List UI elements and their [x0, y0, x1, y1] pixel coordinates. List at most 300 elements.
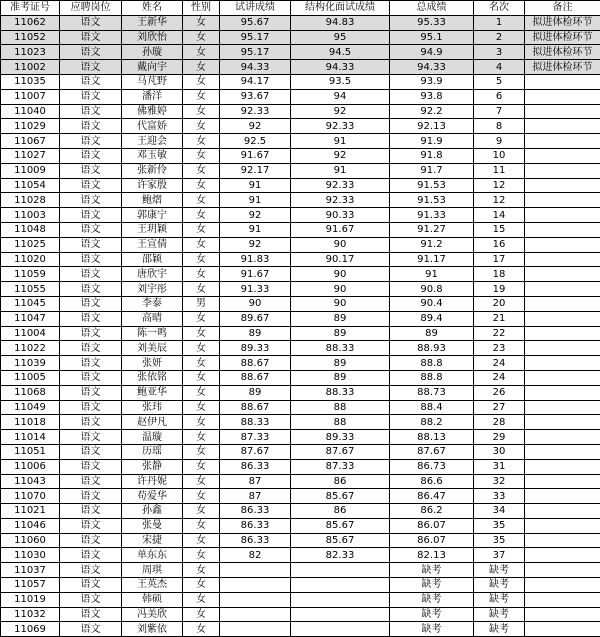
cell-rank: 28	[474, 415, 525, 430]
cell-gender: 女	[183, 489, 220, 504]
cell-remark	[525, 119, 600, 134]
cell-lecture-score	[220, 578, 291, 593]
cell-exam-id: 11004	[1, 326, 60, 341]
cell-gender: 女	[183, 104, 220, 119]
cell-remark	[525, 237, 600, 252]
cell-position: 语文	[60, 163, 122, 178]
cell-lecture-score: 86.33	[220, 518, 291, 533]
cell-interview-score: 93.5	[291, 74, 390, 89]
cell-lecture-score	[220, 563, 291, 578]
cell-remark	[525, 607, 600, 622]
cell-exam-id: 11049	[1, 400, 60, 415]
cell-rank: 7	[474, 104, 525, 119]
cell-interview-score: 88.33	[291, 341, 390, 356]
cell-total-score: 91.8	[390, 148, 474, 163]
table-row	[1, 178, 600, 193]
cell-rank: 22	[474, 326, 525, 341]
cell-position: 语文	[60, 74, 122, 89]
cell-gender: 女	[183, 119, 220, 134]
col-header-name: 姓名	[122, 1, 183, 16]
cell-name: 李泰	[122, 296, 183, 311]
cell-position: 语文	[60, 208, 122, 223]
cell-interview-score: 82.33	[291, 548, 390, 563]
cell-interview-score: 87.67	[291, 444, 390, 459]
cell-position: 语文	[60, 518, 122, 533]
cell-interview-score	[291, 607, 390, 622]
cell-total-score: 缺考	[390, 607, 474, 622]
cell-gender: 女	[183, 563, 220, 578]
cell-rank: 3	[474, 45, 525, 60]
cell-total-score: 91.33	[390, 208, 474, 223]
cell-name: 张玮	[122, 400, 183, 415]
cell-rank: 34	[474, 504, 525, 519]
cell-gender: 女	[183, 370, 220, 385]
cell-position: 语文	[60, 222, 122, 237]
cell-gender: 女	[183, 430, 220, 445]
cell-gender: 女	[183, 282, 220, 297]
table-row	[1, 548, 600, 563]
cell-gender: 女	[183, 252, 220, 267]
cell-lecture-score: 87	[220, 489, 291, 504]
col-header-rank: 名次	[474, 1, 525, 16]
cell-exam-id: 11020	[1, 252, 60, 267]
col-header-total-score: 总成绩	[390, 1, 474, 16]
cell-remark	[525, 385, 600, 400]
col-header-lecture-score: 试讲成绩	[220, 1, 291, 16]
cell-gender: 女	[183, 15, 220, 30]
cell-lecture-score: 91.83	[220, 252, 291, 267]
cell-name: 赵伊凡	[122, 415, 183, 430]
cell-rank: 14	[474, 208, 525, 223]
cell-exam-id: 11014	[1, 430, 60, 445]
cell-lecture-score: 92.33	[220, 104, 291, 119]
cell-name: 邵颖	[122, 252, 183, 267]
cell-position: 语文	[60, 326, 122, 341]
cell-name: 刘宇彤	[122, 282, 183, 297]
cell-exam-id: 11007	[1, 89, 60, 104]
table-row	[1, 15, 600, 30]
cell-total-score: 91.53	[390, 178, 474, 193]
cell-lecture-score: 89	[220, 326, 291, 341]
cell-remark	[525, 148, 600, 163]
cell-total-score: 94.33	[390, 60, 474, 75]
table-row	[1, 104, 600, 119]
cell-remark	[525, 193, 600, 208]
cell-interview-score: 91	[291, 134, 390, 149]
cell-lecture-score: 93.67	[220, 89, 291, 104]
cell-position: 语文	[60, 178, 122, 193]
cell-exam-id: 11035	[1, 74, 60, 89]
table-row	[1, 400, 600, 415]
cell-name: 宋捷	[122, 533, 183, 548]
cell-remark	[525, 356, 600, 371]
cell-interview-score: 89	[291, 326, 390, 341]
cell-gender: 女	[183, 385, 220, 400]
cell-remark	[525, 104, 600, 119]
cell-exam-id: 11028	[1, 193, 60, 208]
cell-name: 周琪	[122, 563, 183, 578]
cell-name: 王玥颖	[122, 222, 183, 237]
cell-rank: 缺考	[474, 622, 525, 637]
cell-name: 王宣倩	[122, 237, 183, 252]
cell-rank: 35	[474, 533, 525, 548]
cell-remark	[525, 474, 600, 489]
cell-lecture-score: 92.5	[220, 134, 291, 149]
cell-interview-score: 86	[291, 474, 390, 489]
cell-interview-score: 87.33	[291, 459, 390, 474]
cell-position: 语文	[60, 15, 122, 30]
cell-name: 郭康宁	[122, 208, 183, 223]
cell-exam-id: 11048	[1, 222, 60, 237]
cell-rank: 26	[474, 385, 525, 400]
cell-position: 语文	[60, 489, 122, 504]
cell-total-score: 91.9	[390, 134, 474, 149]
cell-name: 苟爱华	[122, 489, 183, 504]
cell-gender: 女	[183, 267, 220, 282]
cell-rank: 6	[474, 89, 525, 104]
cell-position: 语文	[60, 400, 122, 415]
cell-remark	[525, 622, 600, 637]
cell-total-score: 86.2	[390, 504, 474, 519]
cell-interview-score: 94.5	[291, 45, 390, 60]
table-row	[1, 237, 600, 252]
cell-lecture-score: 95.17	[220, 30, 291, 45]
cell-position: 语文	[60, 533, 122, 548]
cell-position: 语文	[60, 148, 122, 163]
cell-lecture-score: 88.67	[220, 356, 291, 371]
cell-gender: 女	[183, 504, 220, 519]
cell-rank: 16	[474, 237, 525, 252]
cell-rank: 12	[474, 178, 525, 193]
cell-exam-id: 11062	[1, 15, 60, 30]
cell-name: 戴向宇	[122, 60, 183, 75]
cell-name: 历瑶	[122, 444, 183, 459]
col-header-remark: 备注	[525, 1, 600, 16]
cell-total-score: 缺考	[390, 563, 474, 578]
cell-rank: 8	[474, 119, 525, 134]
cell-name: 张静	[122, 459, 183, 474]
cell-gender: 女	[183, 237, 220, 252]
cell-interview-score: 90	[291, 267, 390, 282]
table-row	[1, 607, 600, 622]
col-header-position: 应聘岗位	[60, 1, 122, 16]
cell-lecture-score: 82	[220, 548, 291, 563]
table-row	[1, 385, 600, 400]
cell-name: 唐欣宇	[122, 267, 183, 282]
cell-remark	[525, 311, 600, 326]
cell-lecture-score: 86.33	[220, 504, 291, 519]
cell-interview-score: 90.17	[291, 252, 390, 267]
cell-position: 语文	[60, 30, 122, 45]
cell-remark	[525, 74, 600, 89]
cell-rank: 17	[474, 252, 525, 267]
cell-remark	[525, 89, 600, 104]
cell-remark	[525, 296, 600, 311]
cell-position: 语文	[60, 282, 122, 297]
table-row	[1, 370, 600, 385]
table-row	[1, 119, 600, 134]
cell-rank: 18	[474, 267, 525, 282]
cell-rank: 19	[474, 282, 525, 297]
cell-position: 语文	[60, 89, 122, 104]
cell-gender: 女	[183, 533, 220, 548]
cell-interview-score: 85.67	[291, 489, 390, 504]
table-body	[1, 15, 600, 636]
cell-name: 张新伶	[122, 163, 183, 178]
table-row	[1, 60, 600, 75]
table-row	[1, 30, 600, 45]
table-row	[1, 208, 600, 223]
cell-lecture-score: 89.33	[220, 341, 291, 356]
cell-name: 代富娇	[122, 119, 183, 134]
col-header-exam-id: 准考证号	[1, 1, 60, 16]
cell-remark	[525, 504, 600, 519]
cell-remark	[525, 444, 600, 459]
cell-position: 语文	[60, 459, 122, 474]
cell-lecture-score: 91	[220, 193, 291, 208]
cell-gender: 女	[183, 518, 220, 533]
cell-exam-id: 11003	[1, 208, 60, 223]
cell-interview-score: 91	[291, 163, 390, 178]
cell-lecture-score: 87.67	[220, 444, 291, 459]
table-row	[1, 267, 600, 282]
cell-name: 单东东	[122, 548, 183, 563]
cell-lecture-score: 86.33	[220, 459, 291, 474]
cell-exam-id: 11067	[1, 134, 60, 149]
table-row	[1, 578, 600, 593]
cell-total-score: 91.2	[390, 237, 474, 252]
table-row	[1, 193, 600, 208]
cell-position: 语文	[60, 444, 122, 459]
cell-lecture-score: 92.17	[220, 163, 291, 178]
cell-remark	[525, 400, 600, 415]
cell-total-score: 94.9	[390, 45, 474, 60]
cell-exam-id: 11002	[1, 60, 60, 75]
cell-name: 马芃野	[122, 74, 183, 89]
cell-name: 冯美欣	[122, 607, 183, 622]
table-row	[1, 163, 600, 178]
cell-name: 刘紫依	[122, 622, 183, 637]
cell-gender: 女	[183, 415, 220, 430]
cell-position: 语文	[60, 119, 122, 134]
cell-remark	[525, 222, 600, 237]
cell-rank: 31	[474, 459, 525, 474]
table-row	[1, 89, 600, 104]
cell-name: 潘洋	[122, 89, 183, 104]
table-row	[1, 533, 600, 548]
cell-total-score: 91.53	[390, 193, 474, 208]
cell-interview-score: 92.33	[291, 178, 390, 193]
cell-remark: 拟进体检环节	[525, 45, 600, 60]
cell-total-score: 86.6	[390, 474, 474, 489]
cell-name: 陈一鸣	[122, 326, 183, 341]
cell-rank: 24	[474, 356, 525, 371]
cell-rank: 缺考	[474, 607, 525, 622]
cell-exam-id: 11025	[1, 237, 60, 252]
cell-exam-id: 11009	[1, 163, 60, 178]
cell-total-score: 88.93	[390, 341, 474, 356]
cell-exam-id: 11051	[1, 444, 60, 459]
cell-total-score: 86.07	[390, 518, 474, 533]
cell-interview-score: 88.33	[291, 385, 390, 400]
cell-exam-id: 11057	[1, 578, 60, 593]
cell-exam-id: 11039	[1, 356, 60, 371]
table-row	[1, 459, 600, 474]
cell-gender: 女	[183, 178, 220, 193]
cell-rank: 缺考	[474, 578, 525, 593]
cell-remark	[525, 341, 600, 356]
cell-remark: 拟进体检环节	[525, 15, 600, 30]
cell-remark	[525, 326, 600, 341]
cell-total-score: 90.8	[390, 282, 474, 297]
cell-position: 语文	[60, 237, 122, 252]
cell-exam-id: 11029	[1, 119, 60, 134]
table-row	[1, 430, 600, 445]
cell-name: 张妍	[122, 356, 183, 371]
cell-lecture-score: 92	[220, 208, 291, 223]
cell-name: 许家殷	[122, 178, 183, 193]
cell-lecture-score: 90	[220, 296, 291, 311]
cell-gender: 女	[183, 592, 220, 607]
cell-gender: 女	[183, 578, 220, 593]
cell-lecture-score: 89.67	[220, 311, 291, 326]
cell-total-score: 86.47	[390, 489, 474, 504]
cell-rank: 21	[474, 311, 525, 326]
cell-total-score: 93.9	[390, 74, 474, 89]
cell-remark	[525, 415, 600, 430]
cell-lecture-score: 87	[220, 474, 291, 489]
cell-exam-id: 11021	[1, 504, 60, 519]
cell-position: 语文	[60, 474, 122, 489]
cell-rank: 5	[474, 74, 525, 89]
cell-total-score: 89.4	[390, 311, 474, 326]
cell-interview-score: 89.33	[291, 430, 390, 445]
cell-total-score: 90.4	[390, 296, 474, 311]
cell-exam-id: 11037	[1, 563, 60, 578]
cell-name: 韩硕	[122, 592, 183, 607]
cell-position: 语文	[60, 267, 122, 282]
cell-lecture-score: 88.67	[220, 370, 291, 385]
cell-exam-id: 11006	[1, 459, 60, 474]
table-row	[1, 311, 600, 326]
cell-lecture-score: 88.67	[220, 400, 291, 415]
cell-remark	[525, 267, 600, 282]
cell-interview-score: 90	[291, 296, 390, 311]
cell-interview-score: 90.33	[291, 208, 390, 223]
cell-total-score: 95.33	[390, 15, 474, 30]
cell-lecture-score: 89	[220, 385, 291, 400]
cell-remark: 拟进体检环节	[525, 60, 600, 75]
cell-total-score: 88.8	[390, 356, 474, 371]
cell-total-score: 95.1	[390, 30, 474, 45]
table-row	[1, 474, 600, 489]
cell-remark	[525, 208, 600, 223]
cell-rank: 24	[474, 370, 525, 385]
cell-exam-id: 11018	[1, 415, 60, 430]
cell-position: 语文	[60, 104, 122, 119]
cell-lecture-score: 87.33	[220, 430, 291, 445]
cell-lecture-score: 94.17	[220, 74, 291, 89]
cell-exam-id: 11052	[1, 30, 60, 45]
cell-gender: 女	[183, 148, 220, 163]
table-row	[1, 134, 600, 149]
cell-gender: 女	[183, 341, 220, 356]
cell-position: 语文	[60, 607, 122, 622]
cell-position: 语文	[60, 578, 122, 593]
cell-name: 王英杰	[122, 578, 183, 593]
cell-remark	[525, 533, 600, 548]
cell-gender: 女	[183, 222, 220, 237]
cell-interview-score: 85.67	[291, 518, 390, 533]
cell-position: 语文	[60, 430, 122, 445]
cell-gender: 女	[183, 356, 220, 371]
cell-interview-score: 89	[291, 311, 390, 326]
table-row	[1, 252, 600, 267]
table-row	[1, 296, 600, 311]
cell-exam-id: 11060	[1, 533, 60, 548]
table-row	[1, 563, 600, 578]
cell-exam-id: 11069	[1, 622, 60, 637]
cell-gender: 女	[183, 548, 220, 563]
cell-gender: 女	[183, 45, 220, 60]
cell-interview-score: 88	[291, 400, 390, 415]
cell-gender: 女	[183, 400, 220, 415]
cell-lecture-score: 88.33	[220, 415, 291, 430]
cell-remark	[525, 282, 600, 297]
cell-total-score: 88.2	[390, 415, 474, 430]
cell-total-score: 82.13	[390, 548, 474, 563]
cell-position: 语文	[60, 385, 122, 400]
cell-rank: 33	[474, 489, 525, 504]
cell-rank: 35	[474, 518, 525, 533]
cell-lecture-score: 94.33	[220, 60, 291, 75]
cell-total-score: 88.73	[390, 385, 474, 400]
cell-name: 刘美辰	[122, 341, 183, 356]
cell-gender: 女	[183, 622, 220, 637]
cell-lecture-score	[220, 592, 291, 607]
cell-remark	[525, 548, 600, 563]
cell-remark	[525, 578, 600, 593]
cell-rank: 1	[474, 15, 525, 30]
cell-remark	[525, 489, 600, 504]
cell-name: 张依铭	[122, 370, 183, 385]
cell-exam-id: 11005	[1, 370, 60, 385]
cell-exam-id: 11046	[1, 518, 60, 533]
cell-name: 张曼	[122, 518, 183, 533]
cell-remark: 拟进体检环节	[525, 30, 600, 45]
table-row	[1, 592, 600, 607]
cell-interview-score: 85.67	[291, 533, 390, 548]
cell-interview-score: 94	[291, 89, 390, 104]
cell-rank: 32	[474, 474, 525, 489]
cell-gender: 女	[183, 459, 220, 474]
cell-gender: 女	[183, 208, 220, 223]
cell-gender: 女	[183, 607, 220, 622]
cell-exam-id: 11068	[1, 385, 60, 400]
cell-total-score: 87.67	[390, 444, 474, 459]
cell-interview-score	[291, 622, 390, 637]
cell-total-score: 86.07	[390, 533, 474, 548]
cell-rank: 20	[474, 296, 525, 311]
table-row	[1, 282, 600, 297]
cell-total-score: 缺考	[390, 592, 474, 607]
cell-position: 语文	[60, 193, 122, 208]
cell-name: 邓玉敏	[122, 148, 183, 163]
cell-rank: 29	[474, 430, 525, 445]
table-row	[1, 148, 600, 163]
cell-remark	[525, 430, 600, 445]
cell-exam-id: 11022	[1, 341, 60, 356]
